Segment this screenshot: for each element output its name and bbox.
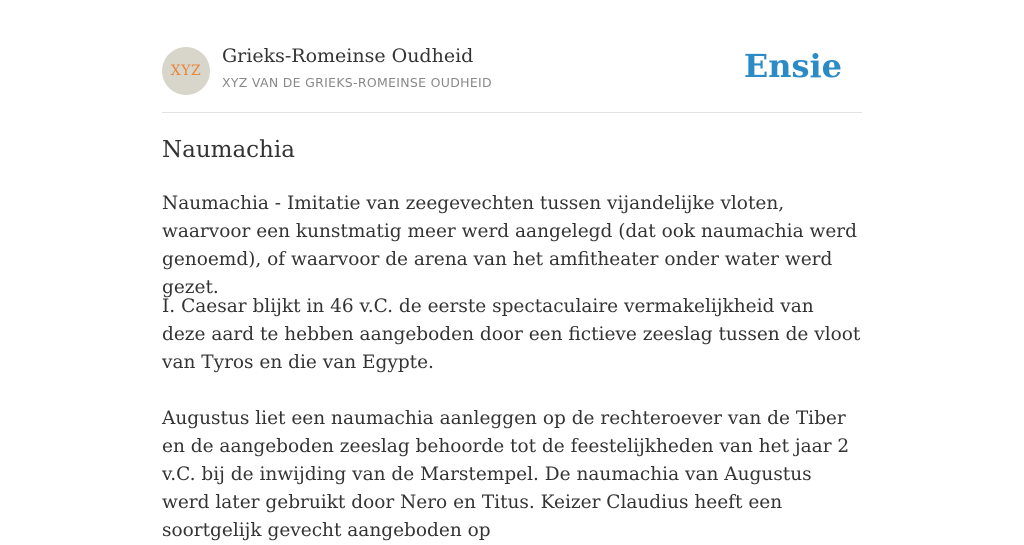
article-title: Naumachia (162, 137, 295, 163)
avatar-text: XYZ (170, 63, 202, 79)
source-avatar[interactable] (162, 47, 210, 95)
article-paragraph: Naumachia - Imitatie van zeegevechten tussen vijandelijke vloten, waarvoor een kunstmatig meer werd aangelegd (dat ook naumachia werd genoemd), of waarvoor de arena van het amfitheater onder water werd gezet. (162, 193, 857, 298)
source-subtitle: XYZ VAN DE GRIEKS-ROMEINSE OUDHEID (222, 75, 492, 90)
source-header (162, 0, 862, 113)
brand-logo[interactable]: Ensie (743, 47, 842, 85)
content-container (162, 0, 862, 541)
article-paragraph: I. Caesar blijkt in 46 v.C. de eerste spectaculaire vermakelijkheid van deze aard te hebben aangeboden door een fictieve zeeslag tussen de vloot van Tyros en die van Egypte. (162, 296, 861, 373)
article-paragraph: Augustus liet een naumachia aanleggen op de rechteroever van de Tiber en de aangeboden zeeslag behoorde tot de feestelijkheden van het jaar 2 v.C. bij de inwijding van de Marstempel. De naumachia van Augustus werd later gebruikt door Nero en Titus. Keizer Claudius heeft een soortgelijk gevecht aangeboden op (162, 408, 850, 541)
source-title[interactable]: Grieks-Romeinse Oudheid (222, 45, 474, 67)
